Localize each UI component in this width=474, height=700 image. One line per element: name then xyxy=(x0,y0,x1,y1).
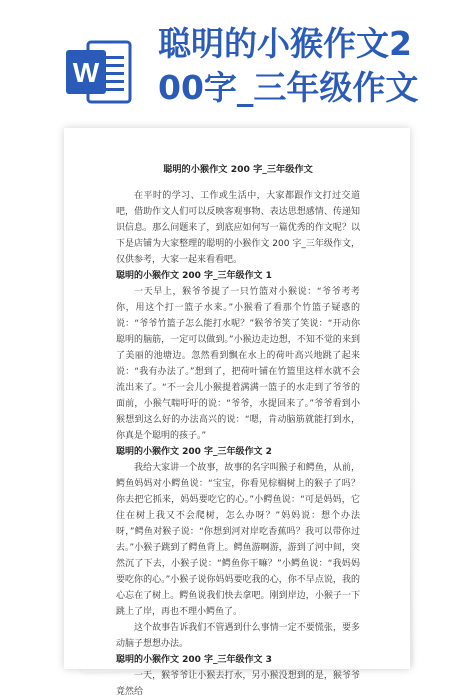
word-icon-letter: W xyxy=(72,57,100,88)
section-2-paragraph-1: 我给大家讲一个故事，故事的名字叫猴子和鳄鱼，从前，鳄鱼妈妈对小鳄鱼说：“宝宝，你看见棕榈树上的猴子了吗？你去把它抓来，妈妈要吃它的心。”小鳄鱼说：“可是妈妈，它住在树上我又不会爬树，怎么办呀？”妈妈说：想个办法呀，”鳄鱼对猴子说：“你想到河对岸吃香蕉吗？我可以带你过去。”小猴子跳到了鳄鱼背上。鳄鱼游啊游，游到了河中间，突然沉了下去，小猴子说：“鳄鱼你干嘛？”小鳄鱼说：“我妈妈要吃你的心。”小猴子说你妈妈要吃我的心，你不早点说，我的心忘在了树上。鳄鱼说我们快去拿吧。刚到岸边，小猴子一下跳上了岸，再也不理小鳄鱼了。 xyxy=(116,463,360,617)
section-heading-2: 聪明的小猴作文 200 字_三年级作文 2 xyxy=(116,447,272,457)
title-line-1: 聪明的小猴作文2 xyxy=(158,24,412,63)
section-3-paragraph-1: 一天，猴爷爷让小猴去打水，另小猴没想到的是，猴爷爷竟然给 xyxy=(116,671,360,697)
intro-paragraph: 在平时的学习、工作或生活中，大家都跟作文打过交道吧，借助作文人们可以反映客观事物、表达思想感情、传递知识信息。那么问题来了，到底应如何写一篇优秀的作文呢？以下是店铺为大家整理的聪明的小猴作文 200 字_三年级作文，仅供参考，大家一起来看看吧。 xyxy=(116,191,360,265)
document-body xyxy=(116,162,360,700)
title-line-2: 00字_三年级作文 xyxy=(158,68,419,107)
section-heading-1: 聪明的小猴作文 200 字_三年级作文 1 xyxy=(116,271,272,281)
section-heading-3: 聪明的小猴作文 200 字_三年级作文 3 xyxy=(116,655,272,665)
document-page xyxy=(64,128,410,697)
page-title xyxy=(158,22,458,110)
section-2-paragraph-2: 这个故事告诉我们不管遇到什么事情一定不要慌张，要多动脑子想想办法。 xyxy=(116,623,360,649)
document-title: 聪明的小猴作文 200 字_三年级作文 xyxy=(163,164,313,175)
word-document-icon xyxy=(62,36,134,108)
page-header xyxy=(0,0,474,125)
section-1-paragraph-1: 一天早上，猴爷爷提了一只竹篮对小猴说：“爷爷考考你，用这个打一篮子水来。”小猴看了看那个竹篮子疑惑的说：“爷爷竹篮子怎么能打水呢？”猴爷爷笑了笑说：“开动你聪明的脑筋，一定可以做到。”小猴边走边想，不知不觉的来到了美丽的池塘边。忽然看到飘在水上的荷叶高兴地跳了起来说：“我有办法了。”想到了，把荷叶铺在竹篮里这样水就不会流出来了。“不一会儿小猴提着满满一篮子的水走到了爷爷的面前，小猴气喘吁吁的说：“爷爷，水提回来了。”爷爷看到小猴想到这么好的办法高兴的说：“嗯，肯动脑筋就能打到水，你真是个聪明的孩子。” xyxy=(116,287,360,441)
